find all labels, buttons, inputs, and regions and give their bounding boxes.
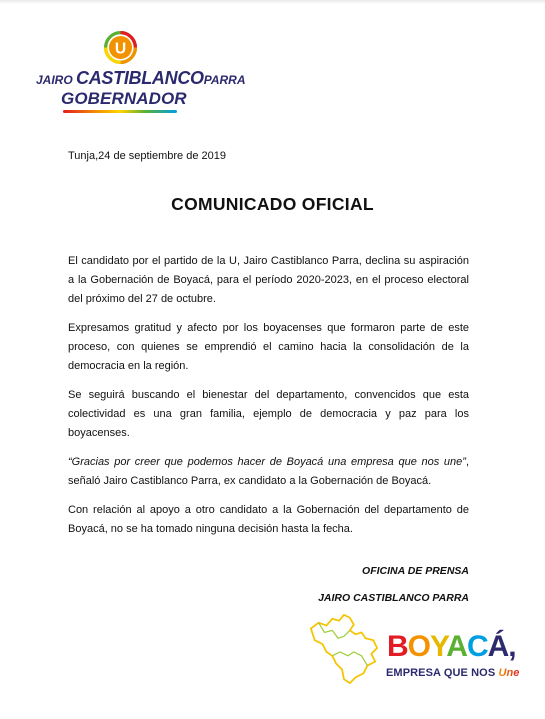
logo-name-first: JAIRO (36, 73, 73, 87)
logo-color-underline (63, 110, 177, 113)
logo-name-last: PARRA (203, 73, 246, 87)
wordmark-letter: Á, (487, 630, 516, 663)
paragraph-3: Se seguirá buscando el bienestar del departamento, convencidos que esta colectividad es una gran familia, ejemplo de democracia y paz para los boyacenses. (68, 389, 469, 439)
paragraph-2: Expresamos gratitud y afecto por los boyacenses que formaron parte de este proceso, con quienes se emprendió el camino hacia la consolidación de la democracia en la región. (68, 322, 469, 372)
quote-text: “Gracias por creer que podemos hacer de Boyacá una empresa que nos une” (68, 456, 466, 468)
signoff-office: OFICINA DE PRENSA (362, 565, 469, 577)
wordmark-letter: O (407, 630, 431, 663)
document-title: COMUNICADO OFICIAL (171, 194, 374, 214)
quote-attribution: , señaló Jairo Castiblanco Parra, ex candidato a la Gobernación de Boyacá. (68, 456, 469, 487)
logo-name-middle: CASTIBLANCO (76, 68, 204, 88)
tagline-text: EMPRESA QUE NOS (386, 667, 496, 679)
wordmark-letter: Y (430, 630, 447, 663)
logo-role: GOBERNADOR (61, 89, 187, 108)
signoff-name: JAIRO CASTIBLANCO PARRA (318, 592, 469, 604)
document-date: Tunja,24 de septiembre de 2019 (68, 150, 226, 162)
boyaca-tagline (386, 667, 520, 679)
document-body (68, 252, 469, 549)
paragraph-quote (68, 453, 469, 491)
logo-letter: U (114, 40, 127, 58)
page-top-edge (0, 0, 545, 4)
paragraph-1: El candidato por el partido de la U, Jairo Castiblanco Parra, declina su aspiración a la Gobernación de Boyacá, para el período 2020-2023, en el proceso electoral del próximo del 27 de octubre. (68, 255, 469, 305)
party-u-logo-icon (104, 31, 137, 64)
wordmark-letter: A (446, 630, 467, 663)
tagline-accent: Une (498, 667, 520, 679)
boyaca-wordmark (387, 630, 516, 664)
wordmark-letter: B (387, 630, 408, 663)
boyaca-map-outline-icon (305, 608, 383, 688)
candidate-name-logo (36, 68, 246, 90)
wordmark-letter: C (466, 630, 488, 663)
paragraph-closing: Con relación al apoyo a otro candidato a la Gobernación del departamento de Boyacá, no se ha tomado ninguna decisión hasta la fecha. (68, 504, 469, 535)
